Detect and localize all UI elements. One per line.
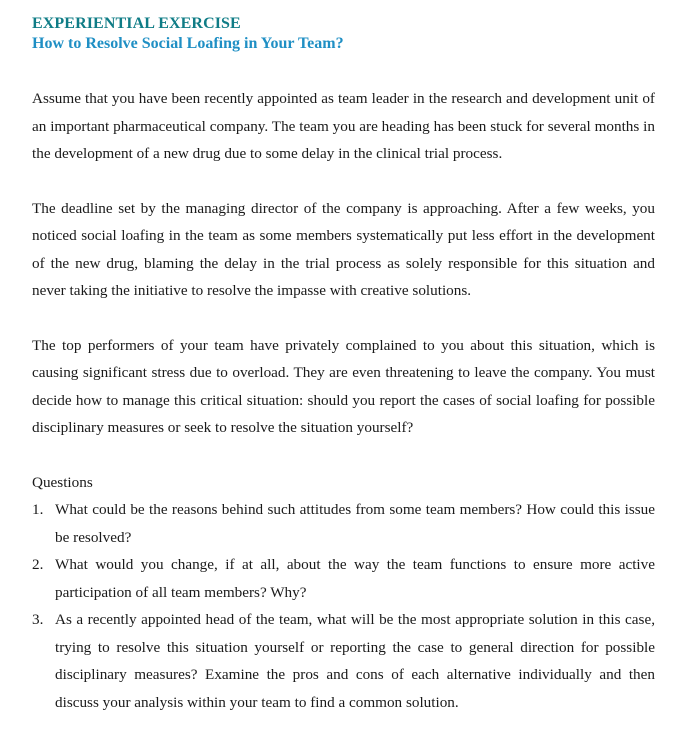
scenario-paragraph-2: The deadline set by the managing director of the company is approaching. After a few weeks, you noticed social loafing in the team as some members systematically put less effort in the development of the new drug, blaming the delay in the trial process as solely responsible for this situation and never taking the initiative to resolve the impasse with creative solutions.: [32, 199, 655, 299]
question-text: What could be the reasons behind such attitudes from some team members? How could this issue be resolved?: [55, 501, 655, 546]
question-number: 3.: [32, 611, 44, 628]
question-item: [32, 551, 655, 606]
question-list: [32, 496, 655, 716]
question-item: [32, 496, 655, 551]
section-kicker: EXPERIENTIAL EXERCISE: [32, 15, 241, 32]
question-text: As a recently appointed head of the team, what will be the most appropriate solution in this case, trying to resolve this situation yourself or reporting the case to general direction for possible disciplinary measures? Examine the pros and cons of each alternative individually and then discuss your analysis within your team to find a common solution.: [55, 611, 655, 711]
exercise-title: How to Resolve Social Loafing in Your Team?: [32, 35, 344, 52]
question-number: 1.: [32, 501, 44, 518]
questions-heading: Questions: [32, 473, 93, 491]
question-item: [32, 606, 655, 716]
exercise-document: [32, 14, 655, 716]
question-text: What would you change, if at all, about the way the team functions to ensure more active participation of all team members? Why?: [55, 556, 655, 601]
scenario-paragraph-3: The top performers of your team have privately complained to you about this situation, which is causing significant stress due to overload. They are even threatening to leave the company. You must decide how to manage this critical situation: should you report the cases of social loafing for possible disciplinary measures or seek to resolve the situation yourself?: [32, 336, 655, 436]
scenario-paragraph-1: Assume that you have been recently appointed as team leader in the research and development unit of an important pharmaceutical company. The team you are heading has been stuck for several months in the development of a new drug due to some delay in the clinical trial process.: [32, 90, 655, 162]
question-number: 2.: [32, 556, 44, 573]
